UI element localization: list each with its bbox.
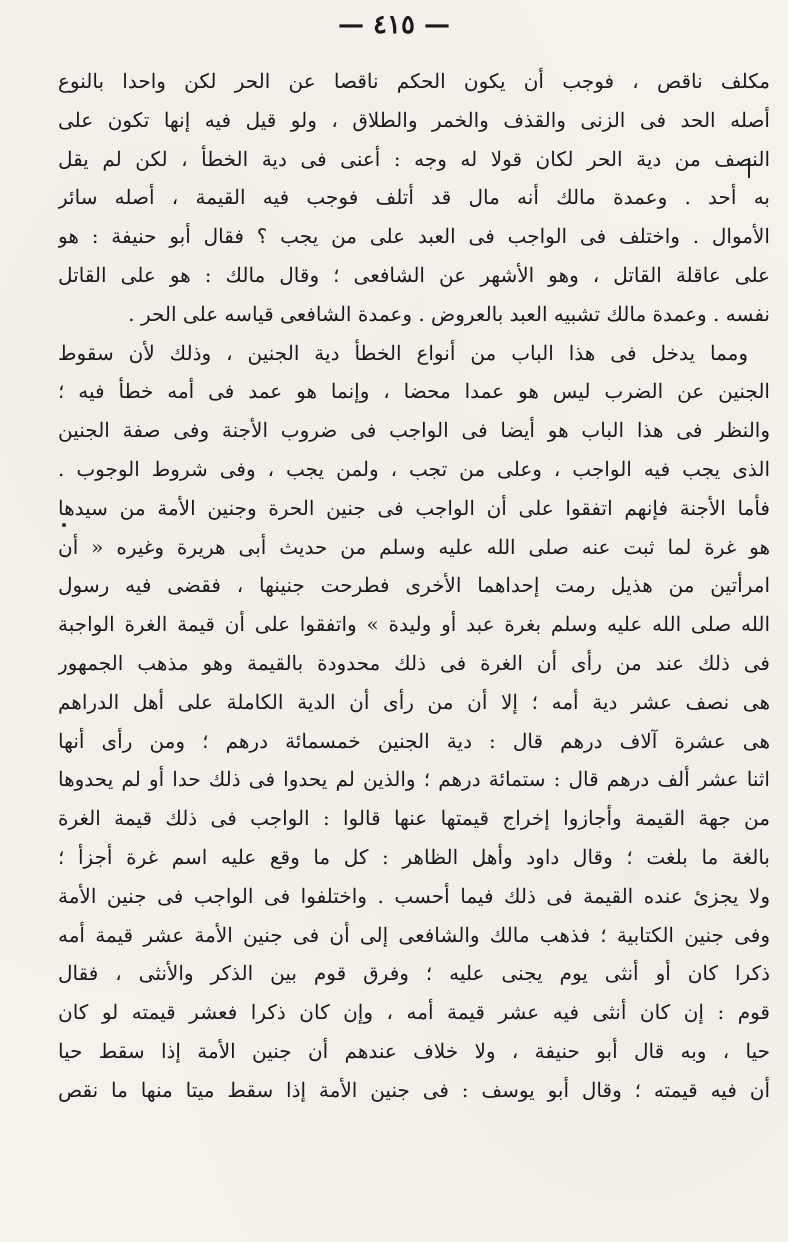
text-line: على عاقلة القاتل ، وهو الأشهر عن الشافعى ؛ وقال مالك : هو على القاتل xyxy=(58,262,770,287)
text-line: مكلف ناقص ، فوجب أن يكون الحكم ناقصا عن الحر لكن واحدا بالنوع xyxy=(58,69,770,93)
page-header xyxy=(0,10,788,40)
text-line: فأما الأجنة فإنهم اتفقوا على أن الواجب فى جنين الحرة وجنين الأمة من سيدها xyxy=(58,495,770,520)
text-line: أن فيه قيمته ؛ وقال أبو يوسف : فى جنين الأمة إذا سقط ميتا منها ما نقص xyxy=(58,1077,770,1102)
header-dash-left: — xyxy=(337,10,364,40)
text-line: الجنين عن الضرب ليس هو عمدا محضا ، وإنما هو عمد فى أمه خطأ فيه ؛ xyxy=(58,379,770,404)
page-number: ٤١٥ xyxy=(373,10,415,40)
text-line: حيا ، وبه قال أبو حنيفة ، ولا خلاف عندهم أن جنين الأمة إذا سقط حيا xyxy=(58,1038,770,1063)
text-line: النصف من دية الحر لكان قولا له وجه : أعنى فى دية الخطأ ، لكن لم يقل xyxy=(58,146,770,171)
text-line: والنظر فى هذا الباب هو أيضا فى الواجب فى ضروب الأجنة وفى صفة الجنين xyxy=(58,418,770,443)
text-line: وفى جنين الكتابية ؛ فذهب مالك والشافعى إلى أن فى جنين الأمة عشر قيمة أمه xyxy=(58,922,770,947)
text-line: الذى يجب فيه الواجب ، وعلى من تجب ، ولمن يجب ، وفى شروط الوجوب . xyxy=(58,456,770,481)
text-line: الله صلى الله عليه وسلم بغرة عبد أو وليدة » واتفقوا على أن قيمة الغرة الواجبة xyxy=(58,612,770,637)
text-line: الأموال . واختلف فى الواجب فى العبد على من يجب ؟ فقال أبو حنيفة : هو xyxy=(58,224,770,249)
text-line: هى نصف عشر دية أمه ؛ إلا أن من رأى أن الدية الكاملة على أهل الدراهم xyxy=(58,689,770,714)
text-line: به أحد . وعمدة مالك أنه مال قد أتلف فوجب فيه القيمة ، أصله سائر xyxy=(58,185,770,210)
text-line: ذكرا كان أو أنثى يوم يجنى عليه ؛ وفرق قوم بين الذكر والأنثى ، فقال xyxy=(58,961,770,986)
text-line: فى ذلك عند من رأى أن الغرة فى ذلك محدودة بالقيمة وهو مذهب الجمهور xyxy=(58,650,770,675)
text-line: هى عشرة آلاف درهم قال : دية الجنين خمسمائة درهم ؛ ومن رأى أنها xyxy=(58,728,770,753)
text-line: اثنا عشر ألف درهم قال : ستمائة درهم ؛ والذين لم يحدوا فى ذلك حدا أو لم يحدوها xyxy=(58,767,770,792)
text-line: ولا يجزئ عنده القيمة فى ذلك فيما أحسب . واختلفوا فى الواجب فى جنين الأمة xyxy=(58,883,770,908)
text-line: نفسه . وعمدة مالك تشبيه العبد بالعروض . وعمدة الشافعى قياسه على الحر . xyxy=(128,301,770,326)
paragraph-start-line: ومما يدخل فى هذا الباب من أنواع الخطأ دية الجنين ، وذلك لأن سقوط xyxy=(58,340,748,365)
text-line: امرأتين من هذيل رمت إحداهما الأخرى فطرحت جنينها ، فقضى فيه رسول xyxy=(58,573,770,598)
text-line: هو غرة لما ثبت عنه صلى الله عليه وسلم من حديث أبى هريرة وغيره « أن xyxy=(58,534,770,559)
text-line: قوم : إن كان أنثى فيه عشر قيمة أمه ، وإن كان ذكرا فعشر قيمته لو كان xyxy=(58,1000,770,1025)
header-dash-right: — xyxy=(424,10,451,40)
text-line: من جهة القيمة وأجازوا إخراج قيمتها عنها قالوا : الواجب فى ذلك قيمة الغرة xyxy=(58,806,770,831)
text-line: بالغة ما بلغت ؛ وقال داود وأهل الظاهر : كل ما وقع عليه اسم غرة أجزأ ؛ xyxy=(58,844,770,869)
text-line: أصله الحد فى الزنى والقذف والخمر والطلاق ، ولو قيل فيه إنها تكون على xyxy=(58,107,770,132)
body-text xyxy=(58,62,770,1110)
